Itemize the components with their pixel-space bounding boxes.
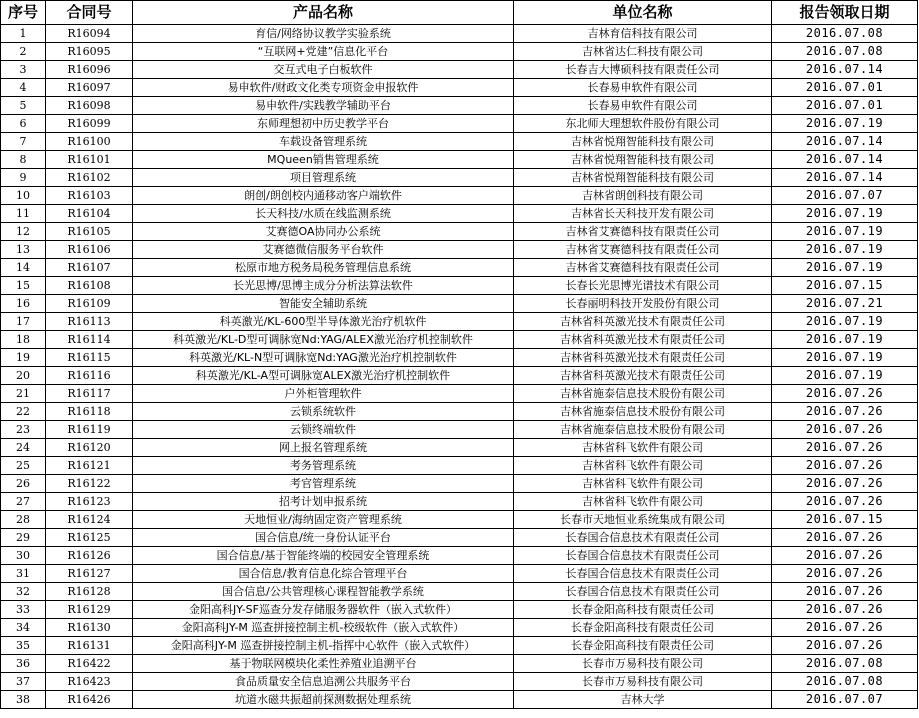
cell-contract: R16120 xyxy=(46,439,133,457)
cell-contract: R16116 xyxy=(46,367,133,385)
table-row xyxy=(1,511,918,529)
cell-date: 2016.07.26 xyxy=(772,439,918,457)
cell-date: 2016.07.19 xyxy=(772,367,918,385)
cell-contract: R16114 xyxy=(46,331,133,349)
table-row xyxy=(1,169,918,187)
cell-seq: 29 xyxy=(1,529,46,547)
cell-contract: R16130 xyxy=(46,619,133,637)
cell-product: 智能安全辅助系统 xyxy=(133,295,514,313)
cell-product: 国合信息/教育信息化综合管理平台 xyxy=(133,565,514,583)
cell-contract: R16115 xyxy=(46,349,133,367)
cell-seq: 31 xyxy=(1,565,46,583)
cell-unit: 吉林省科英激光技术有限责任公司 xyxy=(514,349,772,367)
cell-seq: 36 xyxy=(1,655,46,673)
cell-product: 天地恒业/海纳固定资产管理系统 xyxy=(133,511,514,529)
cell-product: 艾赛德微信服务平台软件 xyxy=(133,241,514,259)
cell-seq: 34 xyxy=(1,619,46,637)
cell-product: 长光思博/思博主成分分析法算法软件 xyxy=(133,277,514,295)
cell-product: 东师理想初中历史教学平台 xyxy=(133,115,514,133)
table-row xyxy=(1,295,918,313)
cell-contract: R16121 xyxy=(46,457,133,475)
table-row xyxy=(1,133,918,151)
cell-unit: 吉林省艾赛德科技有限责任公司 xyxy=(514,223,772,241)
cell-seq: 10 xyxy=(1,187,46,205)
cell-product: 科英激光/KL-D型可调脉宽Nd:YAG/ALEX激光治疗机控制软件 xyxy=(133,331,514,349)
cell-unit: 吉林省科飞软件有限公司 xyxy=(514,457,772,475)
cell-product: 金阳高科JY-SF巡查分发存储服务器软件（嵌入式软件） xyxy=(133,601,514,619)
table-row xyxy=(1,259,918,277)
cell-unit: 长春国合信息技术有限责任公司 xyxy=(514,565,772,583)
cell-product: 科英激光/KL-600型半导体激光治疗机软件 xyxy=(133,313,514,331)
cell-seq: 24 xyxy=(1,439,46,457)
cell-unit: 长春市万易科技有限公司 xyxy=(514,673,772,691)
cell-contract: R16119 xyxy=(46,421,133,439)
cell-contract: R16107 xyxy=(46,259,133,277)
cell-seq: 7 xyxy=(1,133,46,151)
cell-date: 2016.07.26 xyxy=(772,475,918,493)
header-contract: 合同号 xyxy=(46,1,133,25)
cell-contract: R16426 xyxy=(46,691,133,709)
cell-product: 考官管理系统 xyxy=(133,475,514,493)
cell-product: 艾赛德OA协同办公系统 xyxy=(133,223,514,241)
table-row xyxy=(1,385,918,403)
cell-seq: 11 xyxy=(1,205,46,223)
cell-date: 2016.07.26 xyxy=(772,637,918,655)
table-row xyxy=(1,601,918,619)
cell-product: 网上报名管理系统 xyxy=(133,439,514,457)
cell-contract: R16108 xyxy=(46,277,133,295)
cell-unit: 吉林育信科技有限公司 xyxy=(514,25,772,43)
cell-date: 2016.07.19 xyxy=(772,331,918,349)
table-row xyxy=(1,187,918,205)
table-body xyxy=(1,25,918,709)
cell-product: 坑道水磁共振超前探测数据处理系统 xyxy=(133,691,514,709)
cell-unit: 吉林省朗创科技有限公司 xyxy=(514,187,772,205)
cell-date: 2016.07.19 xyxy=(772,349,918,367)
cell-contract: R16113 xyxy=(46,313,133,331)
cell-product: 松原市地方税务局税务管理信息系统 xyxy=(133,259,514,277)
table-row xyxy=(1,241,918,259)
table-row xyxy=(1,475,918,493)
cell-date: 2016.07.14 xyxy=(772,151,918,169)
table-row xyxy=(1,583,918,601)
table-row xyxy=(1,403,918,421)
cell-product: 户外柜管理软件 xyxy=(133,385,514,403)
cell-contract: R16096 xyxy=(46,61,133,79)
cell-product: 长天科技/水质在线监测系统 xyxy=(133,205,514,223)
cell-contract: R16098 xyxy=(46,97,133,115)
cell-contract: R16129 xyxy=(46,601,133,619)
table-row xyxy=(1,349,918,367)
cell-product: MQueen销售管理系统 xyxy=(133,151,514,169)
cell-date: 2016.07.19 xyxy=(772,115,918,133)
cell-seq: 19 xyxy=(1,349,46,367)
cell-date: 2016.07.01 xyxy=(772,97,918,115)
cell-unit: 吉林省施泰信息技术股份有限公司 xyxy=(514,421,772,439)
cell-unit: 吉林省科飞软件有限公司 xyxy=(514,475,772,493)
cell-contract: R16109 xyxy=(46,295,133,313)
cell-seq: 28 xyxy=(1,511,46,529)
cell-product: 朗创/朗创校内通移动客户端软件 xyxy=(133,187,514,205)
cell-unit: 吉林省科英激光技术有限责任公司 xyxy=(514,313,772,331)
cell-seq: 8 xyxy=(1,151,46,169)
cell-seq: 4 xyxy=(1,79,46,97)
cell-date: 2016.07.19 xyxy=(772,241,918,259)
cell-product: 云锁系统软件 xyxy=(133,403,514,421)
table-row xyxy=(1,151,918,169)
cell-contract: R16106 xyxy=(46,241,133,259)
cell-seq: 12 xyxy=(1,223,46,241)
cell-date: 2016.07.15 xyxy=(772,277,918,295)
cell-seq: 37 xyxy=(1,673,46,691)
cell-seq: 15 xyxy=(1,277,46,295)
cell-unit: 长春市万易科技有限公司 xyxy=(514,655,772,673)
cell-seq: 18 xyxy=(1,331,46,349)
table-row xyxy=(1,547,918,565)
cell-contract: R16102 xyxy=(46,169,133,187)
cell-date: 2016.07.07 xyxy=(772,691,918,709)
cell-seq: 30 xyxy=(1,547,46,565)
cell-date: 2016.07.26 xyxy=(772,619,918,637)
cell-contract: R16125 xyxy=(46,529,133,547)
cell-seq: 9 xyxy=(1,169,46,187)
cell-seq: 6 xyxy=(1,115,46,133)
cell-product: 考务管理系统 xyxy=(133,457,514,475)
cell-unit: 吉林省悦翔智能科技有限公司 xyxy=(514,151,772,169)
table-row xyxy=(1,331,918,349)
header-seq: 序号 xyxy=(1,1,46,25)
cell-contract: R16128 xyxy=(46,583,133,601)
table-row xyxy=(1,79,918,97)
cell-date: 2016.07.14 xyxy=(772,133,918,151)
cell-date: 2016.07.26 xyxy=(772,403,918,421)
cell-date: 2016.07.26 xyxy=(772,493,918,511)
cell-product: 食品质量安全信息追溯公共服务平台 xyxy=(133,673,514,691)
cell-seq: 26 xyxy=(1,475,46,493)
cell-contract: R16124 xyxy=(46,511,133,529)
cell-date: 2016.07.15 xyxy=(772,511,918,529)
cell-unit: 吉林省长天科技开发有限公司 xyxy=(514,205,772,223)
table-row xyxy=(1,205,918,223)
cell-unit: 吉林省科飞软件有限公司 xyxy=(514,493,772,511)
cell-unit: 长春国合信息技术有限责任公司 xyxy=(514,583,772,601)
cell-date: 2016.07.19 xyxy=(772,205,918,223)
cell-date: 2016.07.08 xyxy=(772,673,918,691)
cell-seq: 1 xyxy=(1,25,46,43)
table-row xyxy=(1,313,918,331)
table-row xyxy=(1,25,918,43)
header-date: 报告领取日期 xyxy=(772,1,918,25)
cell-product: 国合信息/基于智能终端的校园安全管理系统 xyxy=(133,547,514,565)
cell-date: 2016.07.08 xyxy=(772,25,918,43)
cell-contract: R16101 xyxy=(46,151,133,169)
cell-contract: R16423 xyxy=(46,673,133,691)
header-row xyxy=(1,1,918,25)
cell-date: 2016.07.19 xyxy=(772,223,918,241)
cell-unit: 长春金阳高科技有限责任公司 xyxy=(514,601,772,619)
header-product: 产品名称 xyxy=(133,1,514,25)
cell-seq: 2 xyxy=(1,43,46,61)
cell-contract: R16095 xyxy=(46,43,133,61)
cell-product: 交互式电子白板软件 xyxy=(133,61,514,79)
cell-unit: 吉林省达仁科技有限公司 xyxy=(514,43,772,61)
cell-unit: 吉林省科英激光技术有限责任公司 xyxy=(514,367,772,385)
table-row xyxy=(1,115,918,133)
cell-contract: R16127 xyxy=(46,565,133,583)
table-row xyxy=(1,457,918,475)
cell-unit: 吉林省艾赛德科技有限责任公司 xyxy=(514,241,772,259)
table-row xyxy=(1,691,918,709)
cell-product: 国合信息/统一身份认证平台 xyxy=(133,529,514,547)
cell-contract: R16123 xyxy=(46,493,133,511)
table-row xyxy=(1,97,918,115)
cell-date: 2016.07.26 xyxy=(772,601,918,619)
cell-seq: 35 xyxy=(1,637,46,655)
cell-seq: 17 xyxy=(1,313,46,331)
cell-contract: R16099 xyxy=(46,115,133,133)
cell-seq: 21 xyxy=(1,385,46,403)
cell-unit: 吉林省悦翔智能科技有限公司 xyxy=(514,133,772,151)
cell-date: 2016.07.08 xyxy=(772,655,918,673)
cell-date: 2016.07.26 xyxy=(772,421,918,439)
cell-seq: 13 xyxy=(1,241,46,259)
cell-date: 2016.07.08 xyxy=(772,43,918,61)
cell-unit: 吉林大学 xyxy=(514,691,772,709)
cell-seq: 20 xyxy=(1,367,46,385)
cell-unit: 吉林省科飞软件有限公司 xyxy=(514,439,772,457)
cell-unit: 长春国合信息技术有限责任公司 xyxy=(514,529,772,547)
cell-contract: R16122 xyxy=(46,475,133,493)
cell-product: 易申软件/实践教学辅助平台 xyxy=(133,97,514,115)
header-unit: 单位名称 xyxy=(514,1,772,25)
cell-date: 2016.07.26 xyxy=(772,565,918,583)
cell-contract: R16103 xyxy=(46,187,133,205)
cell-product: 育信/网络协议教学实验系统 xyxy=(133,25,514,43)
cell-product: 项目管理系统 xyxy=(133,169,514,187)
cell-seq: 25 xyxy=(1,457,46,475)
cell-contract: R16131 xyxy=(46,637,133,655)
cell-contract: R16100 xyxy=(46,133,133,151)
cell-date: 2016.07.14 xyxy=(772,169,918,187)
cell-product: 基于物联网模块化柔性养殖业追溯平台 xyxy=(133,655,514,673)
table-row xyxy=(1,637,918,655)
cell-contract: R16118 xyxy=(46,403,133,421)
cell-date: 2016.07.14 xyxy=(772,61,918,79)
cell-date: 2016.07.21 xyxy=(772,295,918,313)
cell-date: 2016.07.26 xyxy=(772,457,918,475)
cell-unit: 吉林省艾赛德科技有限责任公司 xyxy=(514,259,772,277)
table-row xyxy=(1,367,918,385)
cell-contract: R16094 xyxy=(46,25,133,43)
cell-seq: 33 xyxy=(1,601,46,619)
cell-unit: 吉林省施泰信息技术股份有限公司 xyxy=(514,385,772,403)
cell-unit: 吉林省科英激光技术有限责任公司 xyxy=(514,331,772,349)
table-row xyxy=(1,421,918,439)
cell-seq: 23 xyxy=(1,421,46,439)
cell-unit: 长春长光思博光谱技术有限公司 xyxy=(514,277,772,295)
cell-product: 金阳高科JY-M 巡查拼接控制主机-指挥中心软件（嵌入式软件） xyxy=(133,637,514,655)
cell-unit: 长春易申软件有限公司 xyxy=(514,97,772,115)
cell-product: 招考计划申报系统 xyxy=(133,493,514,511)
cell-seq: 3 xyxy=(1,61,46,79)
table-row xyxy=(1,655,918,673)
cell-product: 易申软件/财政文化类专项资金申报软件 xyxy=(133,79,514,97)
cell-product: 云锁终端软件 xyxy=(133,421,514,439)
cell-product: 车载设备管理系统 xyxy=(133,133,514,151)
cell-contract: R16126 xyxy=(46,547,133,565)
cell-product: 金阳高科JY-M 巡查拼接控制主机-校级软件（嵌入式软件） xyxy=(133,619,514,637)
cell-seq: 22 xyxy=(1,403,46,421)
cell-contract: R16117 xyxy=(46,385,133,403)
cell-seq: 14 xyxy=(1,259,46,277)
cell-seq: 38 xyxy=(1,691,46,709)
cell-unit: 长春吉大博硕科技有限责任公司 xyxy=(514,61,772,79)
cell-date: 2016.07.26 xyxy=(772,385,918,403)
cell-product: “互联网+党建”信息化平台 xyxy=(133,43,514,61)
cell-date: 2016.07.07 xyxy=(772,187,918,205)
cell-contract: R16422 xyxy=(46,655,133,673)
cell-unit: 吉林省悦翔智能科技有限公司 xyxy=(514,169,772,187)
table-row xyxy=(1,565,918,583)
cell-date: 2016.07.01 xyxy=(772,79,918,97)
cell-unit: 长春丽明科技开发股份有限公司 xyxy=(514,295,772,313)
cell-unit: 长春易申软件有限公司 xyxy=(514,79,772,97)
cell-seq: 16 xyxy=(1,295,46,313)
cell-unit: 东北师大理想软件股份有限公司 xyxy=(514,115,772,133)
cell-date: 2016.07.26 xyxy=(772,583,918,601)
table-row xyxy=(1,493,918,511)
table-row xyxy=(1,43,918,61)
cell-product: 科英激光/KL-N型可调脉宽Nd:YAG激光治疗机控制软件 xyxy=(133,349,514,367)
cell-contract: R16097 xyxy=(46,79,133,97)
table-row xyxy=(1,529,918,547)
cell-unit: 长春市天地恒业系统集成有限公司 xyxy=(514,511,772,529)
cell-contract: R16104 xyxy=(46,205,133,223)
cell-contract: R16105 xyxy=(46,223,133,241)
cell-unit: 长春国合信息技术有限责任公司 xyxy=(514,547,772,565)
cell-product: 国合信息/公共管理核心课程智能教学系统 xyxy=(133,583,514,601)
table-row xyxy=(1,277,918,295)
cell-seq: 27 xyxy=(1,493,46,511)
table-row xyxy=(1,439,918,457)
cell-unit: 吉林省施泰信息技术股份有限公司 xyxy=(514,403,772,421)
cell-date: 2016.07.26 xyxy=(772,547,918,565)
cell-product: 科英激光/KL-A型可调脉宽ALEX激光治疗机控制软件 xyxy=(133,367,514,385)
cell-date: 2016.07.26 xyxy=(772,529,918,547)
table-row xyxy=(1,61,918,79)
cell-date: 2016.07.19 xyxy=(772,313,918,331)
cell-seq: 5 xyxy=(1,97,46,115)
cell-seq: 32 xyxy=(1,583,46,601)
table-row xyxy=(1,673,918,691)
cell-date: 2016.07.19 xyxy=(772,259,918,277)
cell-unit: 长春金阳高科技有限责任公司 xyxy=(514,637,772,655)
table-row xyxy=(1,619,918,637)
cell-unit: 长春金阳高科技有限责任公司 xyxy=(514,619,772,637)
table-row xyxy=(1,223,918,241)
